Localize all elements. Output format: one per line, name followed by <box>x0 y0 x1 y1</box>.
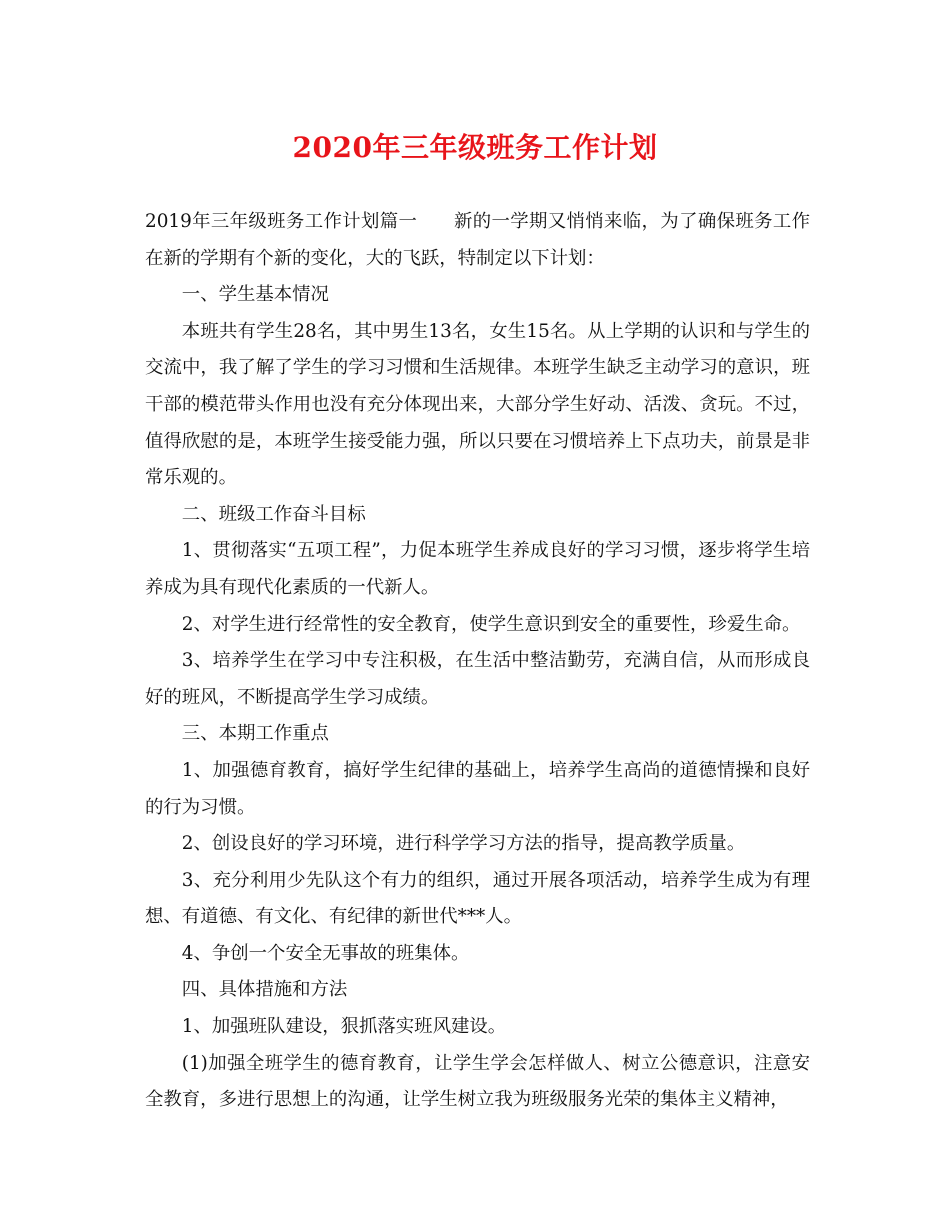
document-title: 2020年三年级班务工作计划 <box>292 131 658 164</box>
section-heading-student-situation: 一、学生基本情况 <box>181 284 329 306</box>
document-body <box>145 204 810 1119</box>
intro-text: 新的一学期又悄悄来临，为了确保班务工作在新的学期有个新的变化，大的飞跃，特制定以下计划： <box>145 211 810 269</box>
paragraph-measure-1: 1、加强班队建设，狠抓落实班风建设。 <box>181 1016 507 1038</box>
section-heading-measures: 四、具体措施和方法 <box>181 979 348 1001</box>
paragraph-goal-2: 2、对学生进行经常性的安全教育，使学生意识到安全的重要性，珍爱生命。 <box>181 613 801 635</box>
paragraph-measure-1-1: (1)加强全班学生的德育教育，让学生学会怎样做人、树立公德意识，注意安全教育，多进行思想上的沟通，让学生树立我为班级服务光荣的集体主义精神， <box>145 1052 810 1111</box>
paragraph-focus-2: 2、创设良好的学习环境，进行科学学习方法的指导，提高教学质量。 <box>181 833 746 855</box>
paragraph-goal-3: 3、培养学生在学习中专注积极，在生活中整洁勤劳，充满自信，从而形成良好的班风，不断提高学生学习成绩。 <box>145 650 810 708</box>
paragraph-focus-3: 3、充分利用少先队这个有力的组织，通过开展各项活动，培养学生成为有理想、有道德、有文化、有纪律的新世代***人。 <box>145 869 810 928</box>
paragraph-focus-1: 1、加强德育教育，搞好学生纪律的基础上，培养学生高尚的道德情操和良好的行为习惯。 <box>145 759 810 818</box>
section-heading-focus: 三、本期工作重点 <box>181 723 329 745</box>
paragraph-focus-4: 4、争创一个安全无事故的班集体。 <box>181 942 470 964</box>
intro-paragraph <box>145 204 810 277</box>
section-heading-goals: 二、班级工作奋斗目标 <box>181 503 366 525</box>
intro-heading: 2019年三年级班务工作计划篇一 <box>145 211 418 232</box>
paragraph-student-situation: 本班共有学生28名，其中男生13名，女生15名。从上学期的认识和与学生的交流中，我了解了学生的学习习惯和生活规律。本班学生缺乏主动学习的意识，班干部的模范带头作用也没有充分体现出来，大部分学生好动、活泼、贪玩。不过，值得欣慰的是，本班学生接受能力强，所以只要在习惯培养上下点功夫，前景是非常乐观的。 <box>145 320 810 489</box>
paragraph-goal-1: 1、贯彻落实“五项工程”，力促本班学生养成良好的学习习惯，逐步将学生培养成为具有现代化素质的一代新人。 <box>145 540 810 598</box>
